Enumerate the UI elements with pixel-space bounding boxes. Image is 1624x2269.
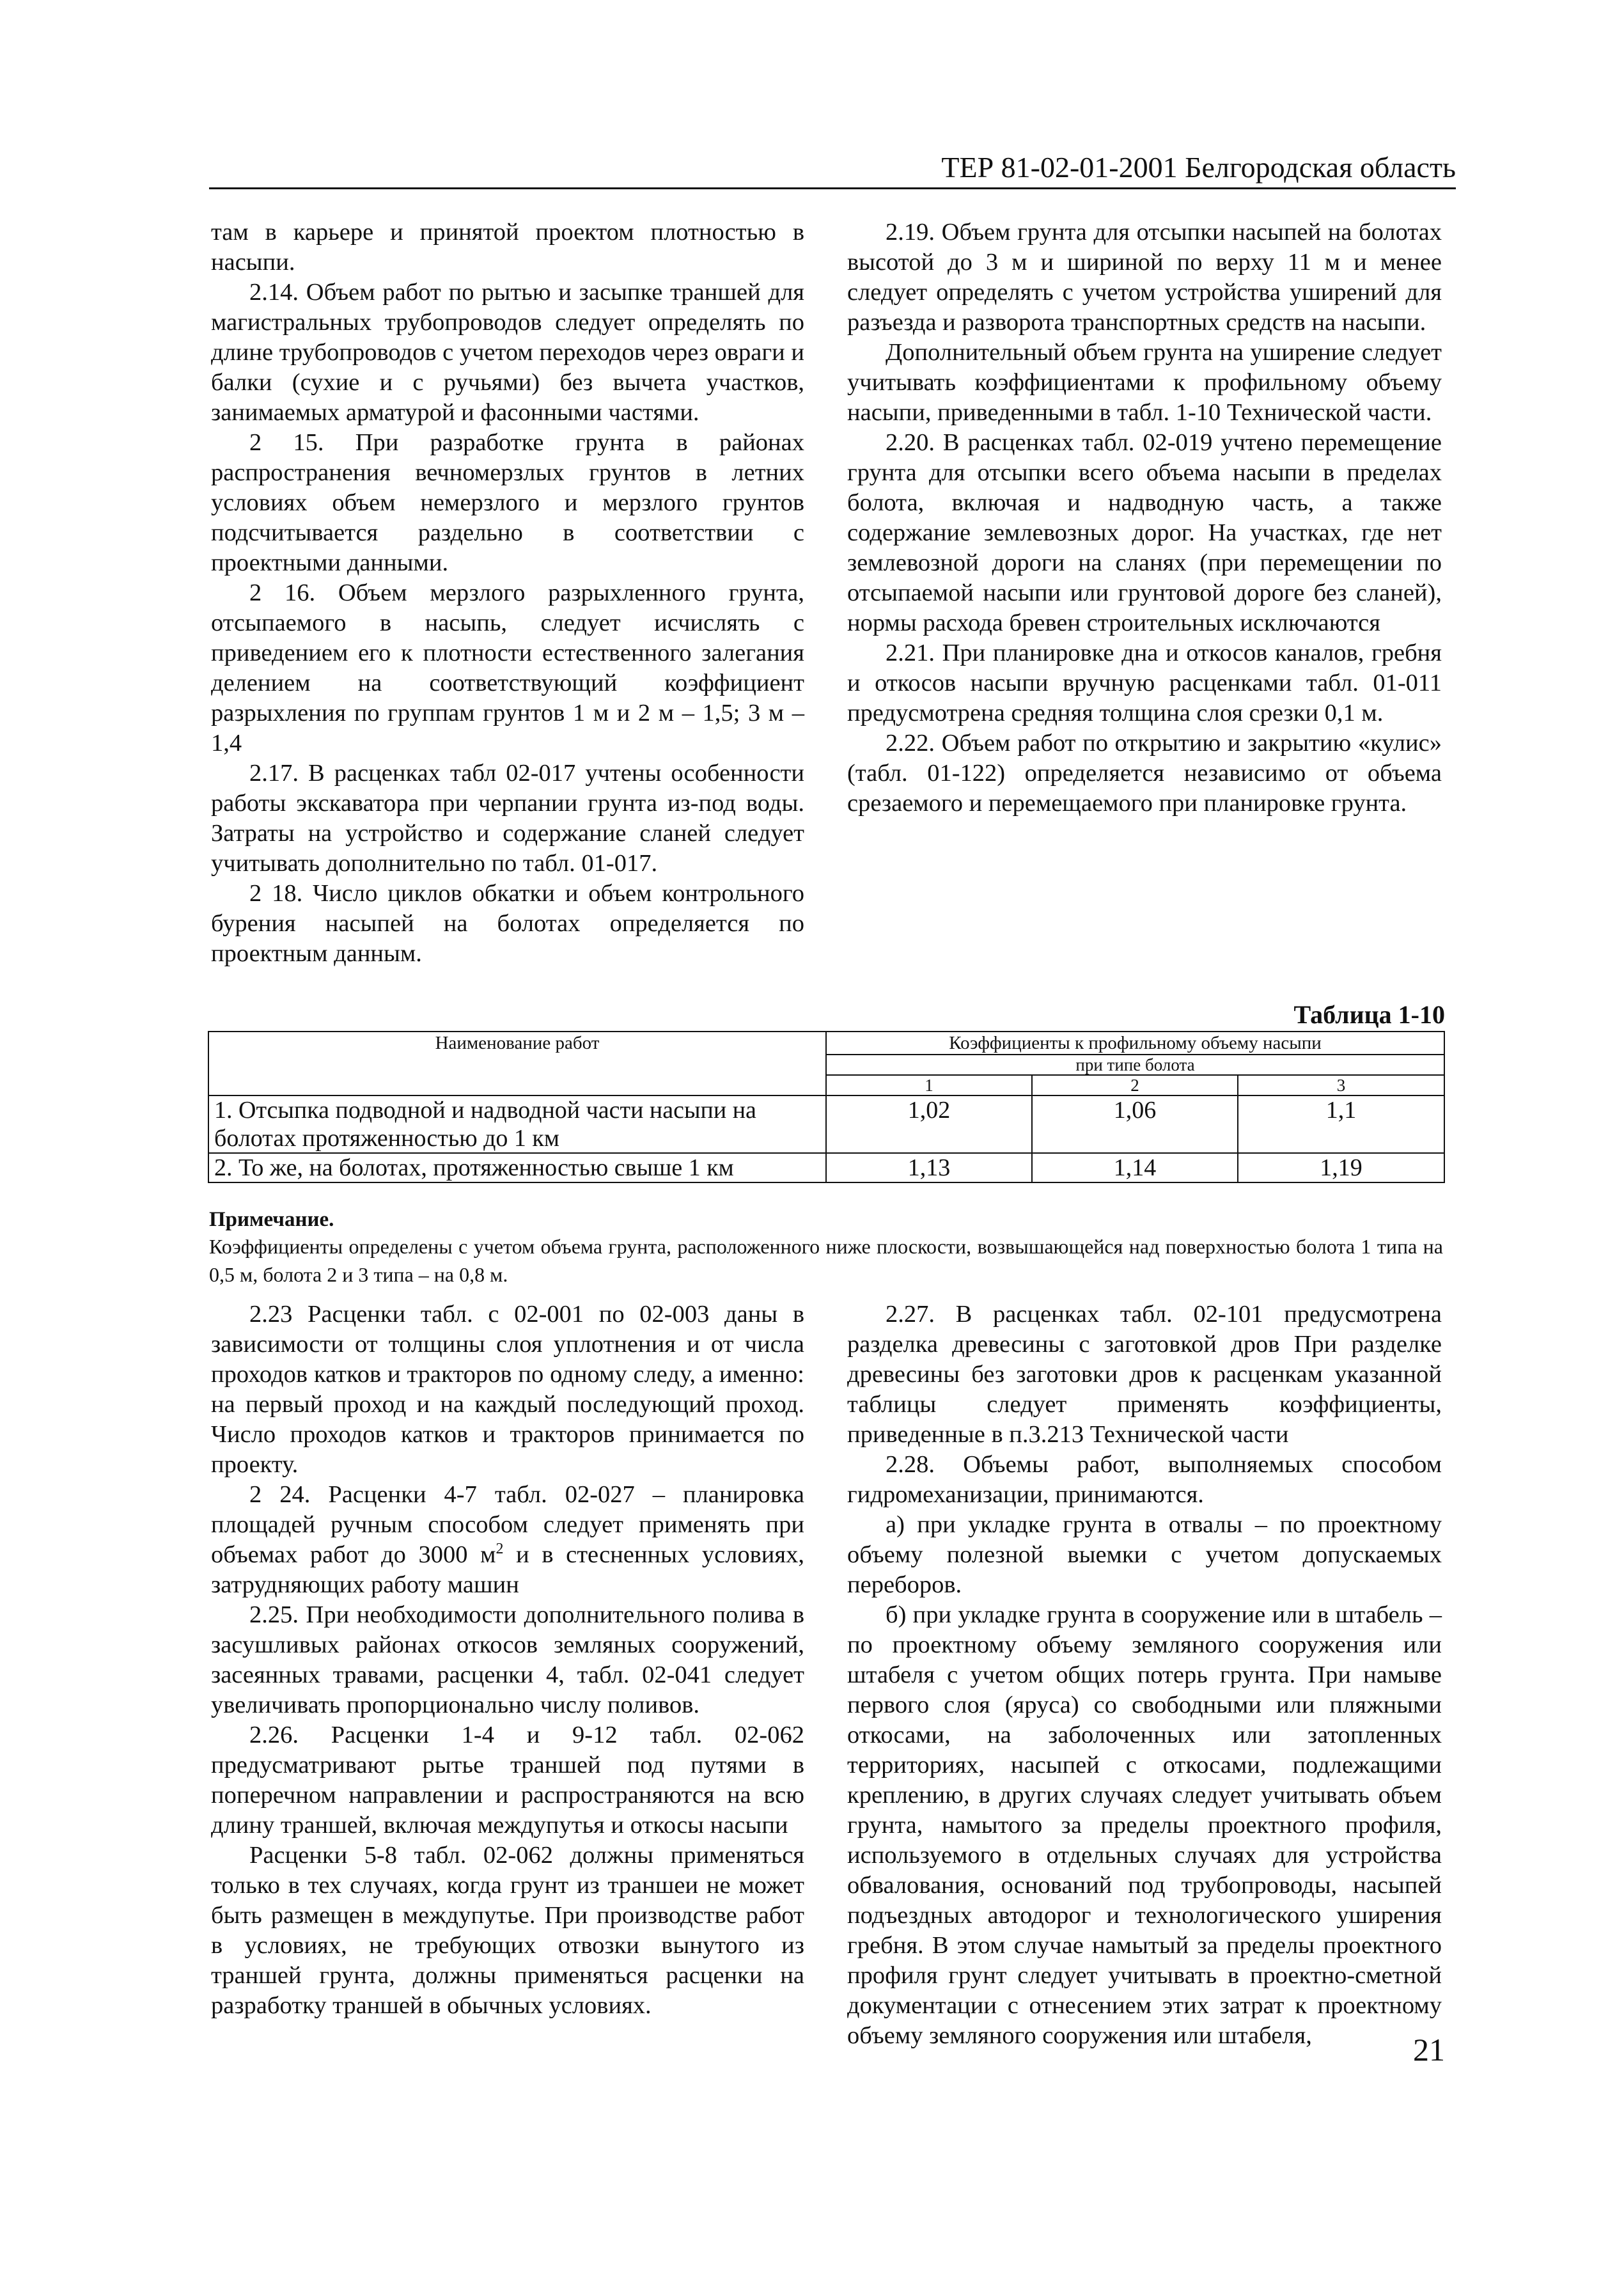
paragraph-2-16: 2 16. Объем мерзлого разрыхленного грунта, отсыпаемого в насыпь, следует исчислять с приведением его к плотности естественного залегания делением на соответствующий коэффициент разрыхления по группам грунтов 1 м и 2 м – 1,5; 3 м – 1,4 [211, 579, 804, 757]
column-left-bottom [211, 1299, 804, 2021]
running-header: ТЕР 81-02-01-2001 Белгородская область [941, 151, 1456, 184]
table-cell-value: 1,1 [1238, 1095, 1444, 1153]
paragraph-2-24 [211, 1480, 804, 1600]
table-header-type-2: 2 [1032, 1075, 1238, 1095]
table-row [208, 1153, 1444, 1182]
table-header-bog-type: при типе болота [826, 1055, 1444, 1075]
table-cell-value: 1,14 [1032, 1153, 1238, 1182]
column-left-top [211, 217, 804, 969]
table-header-work-name: Наименование работ [208, 1032, 826, 1095]
table-cell-value: 1,06 [1032, 1095, 1238, 1153]
paragraph-2-23: 2.23 Расценки табл. с 02-001 по 02-003 даны в зависимости от толщины слоя уплотнения и от числа проходов катков и тракторов по одному следу, а именно: на первый проход и на каждый последующий проход. Число проходов катков и тракторов принимается по проекту. [211, 1301, 804, 1478]
column-right-top [847, 217, 1442, 819]
page-number: 21 [1413, 2032, 1445, 2068]
table-title: Таблица 1-10 [1293, 1000, 1445, 1029]
paragraph-2-19: 2.19. Объем грунта для отсыпки насыпей на болотах высотой до 3 м и шириной по верху 11 м и менее следует определять с учетом устройства уширений для разъезда и разворота транспортных средств на насыпи. [847, 219, 1442, 336]
superscript: 2 [496, 1541, 504, 1558]
table-cell-value: 1,02 [826, 1095, 1032, 1153]
paragraph-2-14: 2.14. Объем работ по рытью и засыпке траншей для магистральных трубопроводов следует определять по длине трубопроводов с учетом переходов через овраги и балки (сухие и с ручьями) без вычета участков, занимаемых арматурой и фасонными частями. [211, 279, 804, 426]
table-cell-value: 1,19 [1238, 1153, 1444, 1182]
paragraph: там в карьере и принятой проектом плотностью в насыпи. [211, 219, 804, 276]
note-text: Коэффициенты определены с учетом объема грунта, расположенного ниже плоскости, возвышающейся над поверхностью болота 1 типа на 0,5 м, болота 2 и 3 типа – на 0,8 м. [209, 1235, 1443, 1286]
table-header-type-1: 1 [826, 1075, 1032, 1095]
table-header-type-3: 3 [1238, 1075, 1444, 1095]
paragraph-2-15: 2 15. При разработке грунта в районах распространения вечномерзлых грунтов в летних условиях объем немерзлого и мерзлого грунтов подсчитывается раздельно в соответствии с проектными данными. [211, 429, 804, 576]
table-row [208, 1095, 1444, 1153]
paragraph-2-22: 2.22. Объем работ по открытию и закрытию «кулис» (табл. 01-122) определяется независимо от объема срезаемого и перемещаемого при планировке грунта. [847, 730, 1442, 817]
paragraph-2-28-a: а) при укладке грунта в отвалы – по проектному объему полезной выемки с учетом допускаемых переборов. [847, 1511, 1442, 1598]
paragraph-2-20: 2.20. В расценках табл. 02-019 учтено перемещение грунта для отсыпки всего объема насыпи в пределах болота, включая и надводную часть, а также содержание землевозных дорог. На участках, где нет землевозной дороги на сланях (при перемещении по отсыпаемой насыпи или грунтовой дороге без сланей), нормы расхода бревен строительных исключаются [847, 429, 1442, 636]
paragraph-2-21: 2.21. При планировке дна и откосов каналов, гребня и откосов насыпи вручную расценками табл. 01-011 предусмотрена средняя толщина слоя срезки 0,1 м. [847, 640, 1442, 726]
coefficients-table [208, 1031, 1445, 1183]
paragraph-2-17: 2.17. В расценках табл 02-017 учтены особенности работы экскаватора при черпании грунта из-под воды. Затраты на устройство и содержание сланей следует учитывать дополнительно по табл. 01-017. [211, 760, 804, 877]
paragraph-2-28: 2.28. Объемы работ, выполняемых способом гидромеханизации, принимаются. [847, 1451, 1442, 1508]
column-right-bottom [847, 1299, 1442, 2051]
table-cell-name: 2. То же, на болотах, протяженностью свыше 1 км [208, 1153, 826, 1182]
table-cell-name: 1. Отсыпка подводной и надводной части насыпи на болотах протяженностью до 1 км [208, 1095, 826, 1153]
paragraph-2-26: 2.26. Расценки 1-4 и 9-12 табл. 02-062 предусматривают рытье траншей под путями в поперечном направлении и распространяются на всю длину траншей, включая междупутья и откосы насыпи [211, 1722, 804, 1839]
paragraph-2-27: 2.27. В расценках табл. 02-101 предусмотрена разделка древесины с заготовкой дров При разделке древесины без заготовки дров к расценкам указанной таблицы следует применять коэффициенты, приведенные в п.3.213 Технической части [847, 1301, 1442, 1448]
table-header-coefficients: Коэффициенты к профильному объему насыпи [826, 1032, 1444, 1055]
paragraph-2-24-text-b: и в стесненных условиях, затрудняющих работу машин [211, 1541, 804, 1598]
header-rule [209, 187, 1456, 189]
paragraph-2-25: 2.25. При необходимости дополнительного полива в засушливых районах откосов земляных сооружений, засеянных травами, расценки 4, табл. 02-041 следует увеличивать пропорционально числу поливов. [211, 1601, 804, 1718]
paragraph-2-28-b: б) при укладке грунта в сооружение или в штабель – по проектному объему земляного сооружения или штабеля с учетом общих потерь грунта. При намыве первого слоя (яруса) со свободными или пляжными откосами, на заболоченных или затопленных территориях, насыпей с откосами, подлежащими креплению, в других случаях следует учитывать объем грунта, намытого за пределы проектного профиля, используемого в отдельных случаях для устройства обвалования, оснований под трубопроводы, насыпей подъездных автодорог и технологического уширения гребня. В этом случае намытый за пределы проектного профиля грунт следует учитывать в проектно-сметной документации с отнесением этих затрат к проектному объему земляного сооружения или штабеля, [847, 1601, 1442, 2049]
paragraph-2-24-text-a: 2 24. Расценки 4-7 табл. 02-027 – планировка площадей ручным способом следует применять при объемах работ до 3000 м [211, 1481, 804, 1568]
table-cell-value: 1,13 [826, 1153, 1032, 1182]
note-title: Примечание. [209, 1208, 334, 1231]
paragraph-2-26-continued: Расценки 5-8 табл. 02-062 должны применяться только в тех случаях, когда грунт из траншеи не может быть размещен в междупутье. При производстве работ в условиях, не требующих отвозки вынутого из траншей грунта, должны применяться расценки на разработку траншей в обычных условиях. [211, 1842, 804, 2019]
paragraph-2-18: 2 18. Число циклов обкатки и объем контрольного бурения насыпей на болотах определяется по проектным данным. [211, 880, 804, 967]
paragraph-additional-volume: Дополнительный объем грунта на уширение следует учитывать коэффициентами к профильному объему насыпи, приведенными в табл. 1-10 Технической части. [847, 339, 1442, 426]
